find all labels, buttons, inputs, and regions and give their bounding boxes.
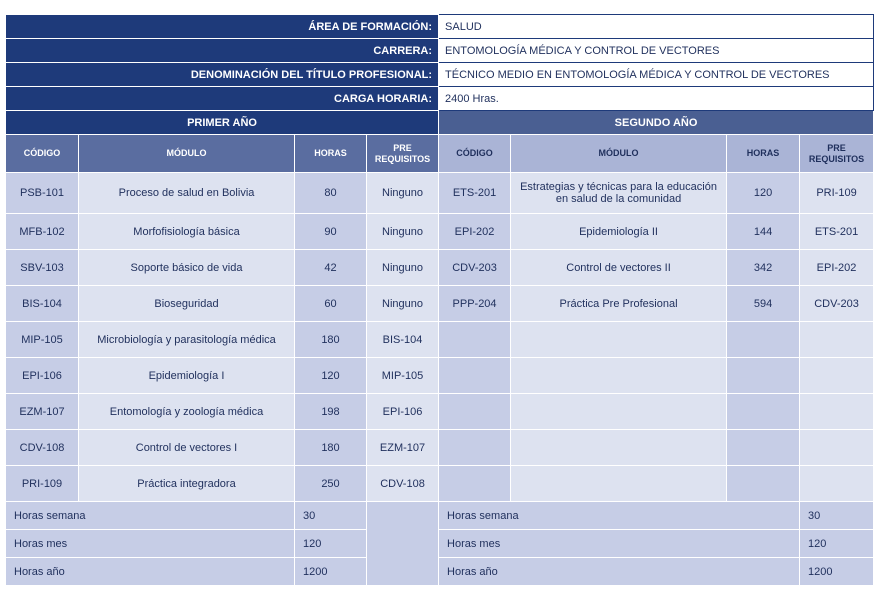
table-row [6,173,874,214]
summary-row [6,502,874,530]
area-label: ÁREA DE FORMACIÓN: [6,15,439,39]
carrera-value: ENTOMOLOGÍA MÉDICA Y CONTROL DE VECTORES [439,39,874,63]
empty-cell [511,394,727,430]
module-name: Epidemiología I [79,358,295,394]
empty-cell [800,394,874,430]
module-code: EPI-106 [6,358,79,394]
empty-cell [439,358,511,394]
column-header-row [6,135,874,173]
module-prerequisite: CDV-108 [367,466,439,502]
module-hours: 342 [727,250,800,286]
module-prerequisite: Ninguno [367,173,439,214]
module-hours: 42 [295,250,367,286]
col-header-pre: PRE REQUISITOS [367,135,439,173]
module-hours: 198 [295,394,367,430]
module-code: PRI-109 [6,466,79,502]
module-name: Microbiología y parasitología médica [79,322,295,358]
module-prerequisite: EPI-106 [367,394,439,430]
empty-cell [511,358,727,394]
table-row [6,322,874,358]
carrera-label: CARRERA: [6,39,439,63]
curriculum-table-wrapper [5,14,873,586]
module-hours: 60 [295,286,367,322]
summary-label: Horas año [6,558,295,586]
module-hours: 180 [295,322,367,358]
module-hours: 90 [295,214,367,250]
module-code: PSB-101 [6,173,79,214]
module-hours: 120 [295,358,367,394]
module-name: Soporte básico de vida [79,250,295,286]
titulo-value: TÉCNICO MEDIO EN ENTOMOLOGÍA MÉDICA Y CONTROL DE VECTORES [439,63,874,87]
module-name: Entomología y zoología médica [79,394,295,430]
module-prerequisite: BIS-104 [367,322,439,358]
year-header-row [6,111,874,135]
table-row [6,394,874,430]
summary-row [6,558,874,586]
area-value: SALUD [439,15,874,39]
empty-cell [439,466,511,502]
module-prerequisite: CDV-203 [800,286,874,322]
table-row [6,358,874,394]
empty-cell [511,322,727,358]
empty-cell [439,430,511,466]
module-hours: 250 [295,466,367,502]
summary-value: 30 [800,502,874,530]
table-row [6,466,874,502]
module-prerequisite: EZM-107 [367,430,439,466]
info-row-carrera [6,39,874,63]
second-year-heading: SEGUNDO AÑO [439,111,874,135]
module-prerequisite: Ninguno [367,286,439,322]
module-code: BIS-104 [6,286,79,322]
module-name: Práctica integradora [79,466,295,502]
table-row [6,250,874,286]
empty-cell [800,430,874,466]
empty-cell [511,430,727,466]
table-row [6,286,874,322]
module-prerequisite: ETS-201 [800,214,874,250]
summary-label: Horas año [439,558,800,586]
titulo-label: DENOMINACIÓN DEL TÍTULO PROFESIONAL: [6,63,439,87]
module-code: ETS-201 [439,173,511,214]
table-row [6,214,874,250]
summary-row [6,530,874,558]
summary-label: Horas semana [439,502,800,530]
module-prerequisite: EPI-202 [800,250,874,286]
col-header-modulo: MÓDULO [79,135,295,173]
module-code: SBV-103 [6,250,79,286]
summary-label: Horas mes [439,530,800,558]
module-code: EPI-202 [439,214,511,250]
empty-cell [800,466,874,502]
empty-cell [800,358,874,394]
empty-cell [727,430,800,466]
module-hours: 144 [727,214,800,250]
module-name: Práctica Pre Profesional [511,286,727,322]
module-name: Bioseguridad [79,286,295,322]
module-code: PPP-204 [439,286,511,322]
info-row-area [6,15,874,39]
info-row-carga [6,87,874,111]
col-header-codigo: CÓDIGO [439,135,511,173]
empty-cell [727,394,800,430]
module-code: MFB-102 [6,214,79,250]
curriculum-table [5,14,874,586]
module-name: Epidemiología II [511,214,727,250]
table-row [6,430,874,466]
col-header-pre: PRE REQUISITOS [800,135,874,173]
module-prerequisite: Ninguno [367,250,439,286]
summary-value: 120 [295,530,367,558]
summary-value: 1200 [800,558,874,586]
module-prerequisite: PRI-109 [800,173,874,214]
empty-cell [727,322,800,358]
summary-label: Horas mes [6,530,295,558]
summary-value: 30 [295,502,367,530]
module-hours: 180 [295,430,367,466]
empty-cell [511,466,727,502]
summary-value: 1200 [295,558,367,586]
info-row-titulo [6,63,874,87]
carga-label: CARGA HORARIA: [6,87,439,111]
col-header-codigo: CÓDIGO [6,135,79,173]
col-header-horas: HORAS [727,135,800,173]
col-header-horas: HORAS [295,135,367,173]
summary-blank [367,502,439,586]
module-name: Control de vectores II [511,250,727,286]
empty-cell [439,394,511,430]
module-name: Proceso de salud en Bolivia [79,173,295,214]
empty-cell [727,358,800,394]
module-code: CDV-203 [439,250,511,286]
module-prerequisite: MIP-105 [367,358,439,394]
module-hours: 594 [727,286,800,322]
module-code: CDV-108 [6,430,79,466]
module-name: Control de vectores I [79,430,295,466]
module-hours: 80 [295,173,367,214]
module-code: MIP-105 [6,322,79,358]
summary-label: Horas semana [6,502,295,530]
module-code: EZM-107 [6,394,79,430]
summary-value: 120 [800,530,874,558]
module-name: Estrategias y técnicas para la educación en salud de la comunidad [511,173,727,214]
carga-value: 2400 Hras. [439,87,874,111]
empty-cell [727,466,800,502]
module-hours: 120 [727,173,800,214]
first-year-heading: PRIMER AÑO [6,111,439,135]
empty-cell [439,322,511,358]
empty-cell [800,322,874,358]
module-prerequisite: Ninguno [367,214,439,250]
module-name: Morfofisiología básica [79,214,295,250]
col-header-modulo: MÓDULO [511,135,727,173]
